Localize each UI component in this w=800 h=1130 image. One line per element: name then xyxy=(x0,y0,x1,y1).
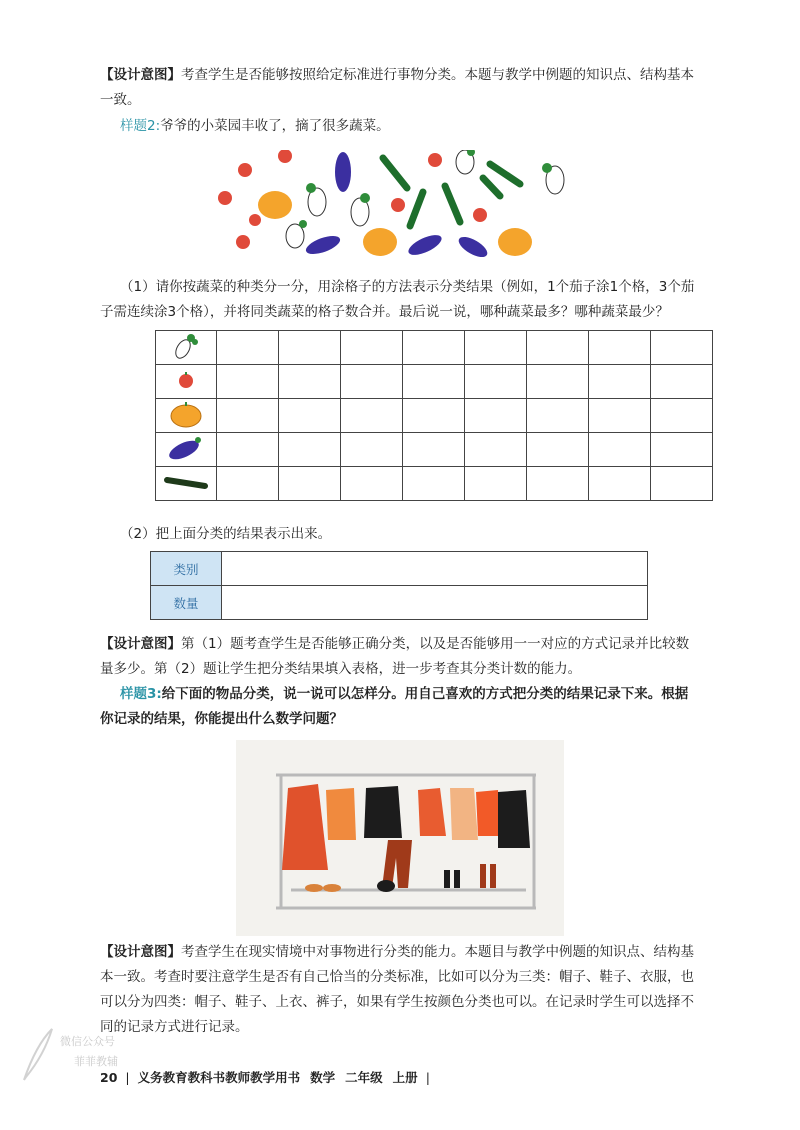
grid-cell[interactable] xyxy=(341,331,403,365)
sample-question-3 xyxy=(100,682,700,732)
tomato-icon xyxy=(218,150,487,249)
grid-cell[interactable] xyxy=(589,365,651,399)
question-2 xyxy=(100,522,700,547)
grid-cell[interactable] xyxy=(217,365,279,399)
grid-cell[interactable] xyxy=(527,399,589,433)
design-intent-tag: 【设计意图】 xyxy=(100,636,181,652)
result-table xyxy=(150,551,648,620)
clothes-rack-photo xyxy=(236,740,564,936)
grid-cell[interactable] xyxy=(217,399,279,433)
grid-cell[interactable] xyxy=(403,331,465,365)
sample-label: 样题2: xyxy=(120,118,161,134)
grid-cell[interactable] xyxy=(465,331,527,365)
grid-cell[interactable] xyxy=(651,467,713,501)
watermark-line1: 微信公众号 xyxy=(60,1035,115,1048)
grid-row-icon xyxy=(156,365,217,399)
grid-cell[interactable] xyxy=(279,399,341,433)
grid-cell[interactable] xyxy=(651,433,713,467)
grid-cell[interactable] xyxy=(465,433,527,467)
grid-cell[interactable] xyxy=(651,399,713,433)
grid-cell[interactable] xyxy=(589,433,651,467)
footer-separator: | xyxy=(425,1070,430,1085)
grid-cell[interactable] xyxy=(279,467,341,501)
grid-cell[interactable] xyxy=(279,331,341,365)
grid-cell[interactable] xyxy=(403,433,465,467)
grid-row-icon xyxy=(156,467,217,501)
category-label: 类别 xyxy=(151,552,222,586)
grid-cell[interactable] xyxy=(341,433,403,467)
sample-text: 爷爷的小菜园丰收了，摘了很多蔬菜。 xyxy=(160,118,390,134)
grid-row xyxy=(156,433,713,467)
tomato-icon xyxy=(176,370,196,390)
grid-row-icon xyxy=(156,433,217,467)
design-intent-text: 第（1）题考查学生是否能够正确分类，以及是否能够用一一对应的方式记录并比较数量多少。第（2）题让学生把分类结果填入表格，进一步考查其分类计数的能力。 xyxy=(100,636,690,677)
design-intent-paragraph-1 xyxy=(100,63,700,113)
grid-cell[interactable] xyxy=(465,399,527,433)
grid-cell[interactable] xyxy=(279,365,341,399)
design-intent-text: 考查学生在现实情境中对事物进行分类的能力。本题目与教学中例题的知识点、结构基本一致。考查时要注意学生是否有自己恰当的分类标准，比如可以分为三类：帽子、鞋子、衣服，也可以分为四类：帽子、鞋子、上衣、裤子，如果有学生按颜色分类也可以。在记录时学生可以选择不同的记录方式进行记录。 xyxy=(100,944,694,1035)
grid-cell[interactable] xyxy=(651,365,713,399)
grid-row xyxy=(156,365,713,399)
design-intent-paragraph-3 xyxy=(100,940,700,1040)
table-row xyxy=(151,552,648,586)
grid-cell[interactable] xyxy=(217,331,279,365)
volume: 上册 xyxy=(392,1070,418,1085)
grid-cell[interactable] xyxy=(217,433,279,467)
grid-cell[interactable] xyxy=(527,467,589,501)
grid-cell[interactable] xyxy=(403,365,465,399)
grid-cell[interactable] xyxy=(403,467,465,501)
radish-icon xyxy=(171,332,201,360)
question-1-text: （1）请你按蔬菜的种类分一分，用涂格子的方法表示分类结果（例如，1个茄子涂1个格，3个茄子需连续涂3个格），并将同类蔬菜的格子数合并。最后说一说，哪种蔬菜最多？哪种蔬菜最少？ xyxy=(100,279,695,320)
question-1 xyxy=(100,275,700,325)
design-intent-tag: 【设计意图】 xyxy=(100,944,181,960)
grid-cell[interactable] xyxy=(589,331,651,365)
design-intent-paragraph-2 xyxy=(100,632,700,682)
grid-cell[interactable] xyxy=(341,365,403,399)
pumpkin-icon xyxy=(169,400,203,428)
category-input-cell[interactable] xyxy=(222,552,648,586)
book-title: 义务教育教科书教师教学用书 xyxy=(137,1070,301,1085)
black-jacket-icon xyxy=(498,790,530,848)
cucumber-icon xyxy=(383,158,520,226)
grade: 二年级 xyxy=(345,1070,383,1085)
design-intent-text: 考查学生是否能够按照给定标准进行事物分类。本题与教学中例题的知识点、结构基本一致。 xyxy=(100,67,694,108)
feather-icon xyxy=(16,1025,56,1085)
grid-cell[interactable] xyxy=(465,365,527,399)
grid-row xyxy=(156,467,713,501)
grid-cell[interactable] xyxy=(527,365,589,399)
watermark-line2: 菲菲教辅 xyxy=(74,1055,118,1068)
grid-cell[interactable] xyxy=(341,399,403,433)
sample-text: 给下面的物品分类，说一说可以怎样分。用自己喜欢的方式把分类的结果记录下来。根据你记录的结果，你能提出什么数学问题？ xyxy=(100,686,689,727)
grid-row-icon xyxy=(156,331,217,365)
vegetables-illustration xyxy=(215,150,585,268)
watermark xyxy=(16,1025,146,1097)
design-intent-tag: 【设计意图】 xyxy=(100,67,181,83)
grid-row xyxy=(156,331,713,365)
grid-cell[interactable] xyxy=(217,467,279,501)
quantity-input-cell[interactable] xyxy=(222,586,648,620)
grid-cell[interactable] xyxy=(589,467,651,501)
eggplant-icon xyxy=(168,434,204,462)
cardigan-icon xyxy=(450,788,478,840)
grid-cell[interactable] xyxy=(527,331,589,365)
page-number: 20 xyxy=(100,1070,118,1085)
sample-label: 样题3: xyxy=(120,686,162,702)
grid-cell[interactable] xyxy=(279,433,341,467)
grid-cell[interactable] xyxy=(341,467,403,501)
coloring-grid xyxy=(155,330,713,501)
footer-separator: | xyxy=(125,1070,130,1085)
subject: 数学 xyxy=(310,1070,336,1085)
jacket-icon xyxy=(326,788,356,840)
grid-cell[interactable] xyxy=(589,399,651,433)
grid-cell[interactable] xyxy=(651,331,713,365)
black-sweater-icon xyxy=(364,786,402,838)
grid-cell[interactable] xyxy=(403,399,465,433)
orange-top-icon xyxy=(476,790,500,836)
cucumber-icon xyxy=(163,472,209,492)
quantity-label: 数量 xyxy=(151,586,222,620)
grid-cell[interactable] xyxy=(527,433,589,467)
table-row xyxy=(151,586,648,620)
grid-row xyxy=(156,399,713,433)
page-footer xyxy=(100,1068,438,1086)
sample-question-2 xyxy=(100,114,700,139)
grid-cell[interactable] xyxy=(465,467,527,501)
grid-row-icon xyxy=(156,399,217,433)
question-2-text: （2）把上面分类的结果表示出来。 xyxy=(120,526,332,542)
